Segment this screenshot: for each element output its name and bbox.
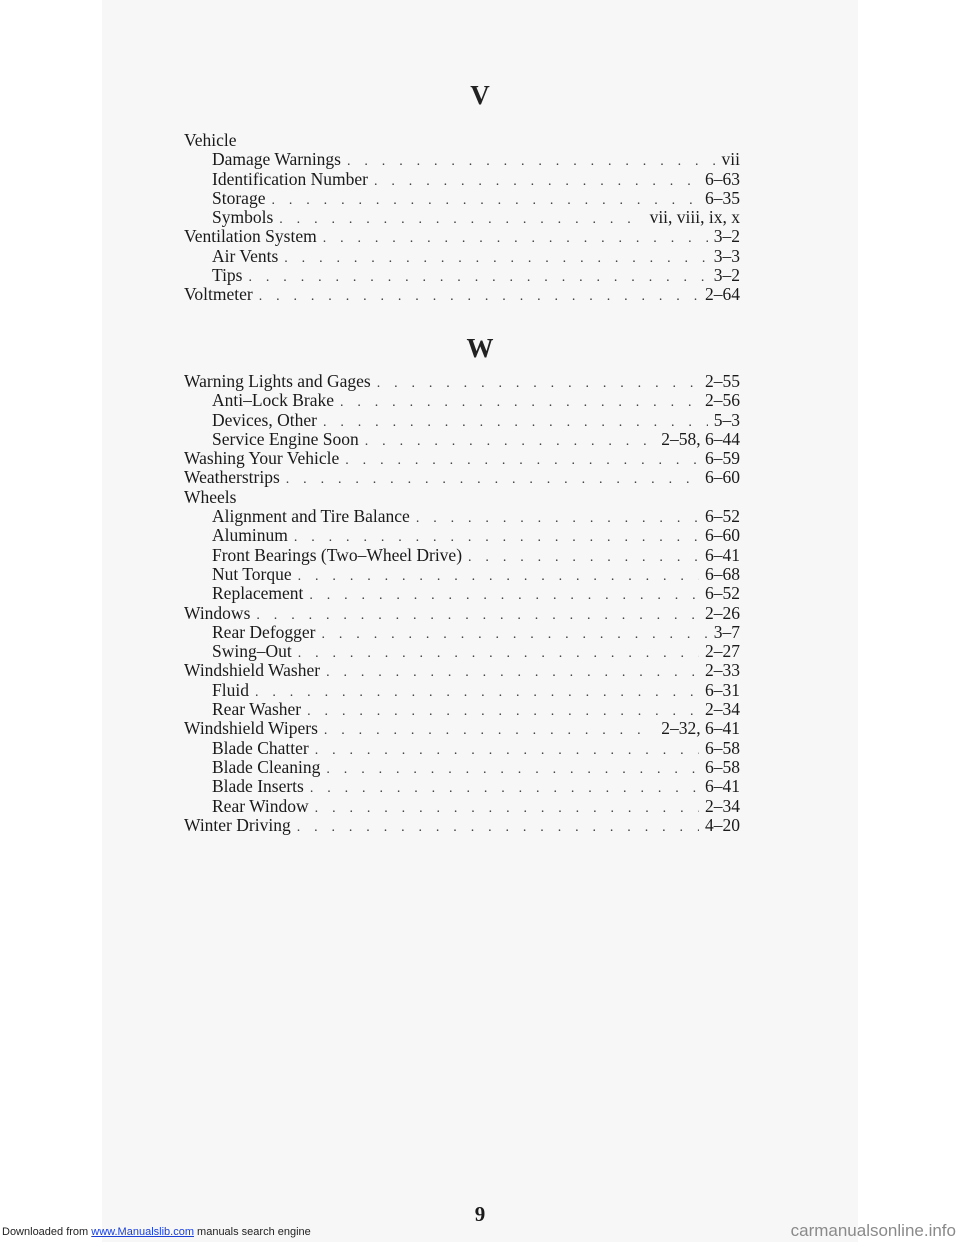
entry-pages: 2–32, 6–41 (661, 718, 740, 739)
entry-pages: 6–60 (705, 467, 740, 488)
index-list-v (184, 131, 740, 305)
dot-leader (298, 644, 699, 663)
entry-pages: 2–34 (705, 699, 740, 720)
dot-leader (249, 268, 708, 287)
dot-leader (256, 606, 699, 625)
entry-pages: 2–55 (705, 371, 740, 391)
index-entry (184, 150, 740, 169)
entry-pages: 5–3 (713, 409, 740, 430)
entry-label: Nut Torque (212, 563, 292, 584)
entry-pages: 2–64 (705, 284, 740, 305)
dot-leader (416, 509, 699, 528)
entry-pages: 6–52 (705, 583, 740, 604)
dot-leader (284, 249, 707, 268)
entry-label: Rear Washer (212, 699, 302, 720)
index-entry (184, 411, 740, 430)
index-entry (184, 468, 740, 487)
dot-leader (307, 702, 699, 721)
index-entry (184, 584, 740, 603)
index-entry (184, 681, 740, 700)
index-list-w (184, 372, 740, 835)
index-entry (184, 266, 740, 285)
entry-pages: 6–31 (705, 679, 740, 700)
index-entry (184, 227, 740, 246)
index-entry (184, 449, 740, 468)
entry-pages: 3–3 (713, 245, 740, 266)
index-entry (184, 131, 740, 150)
page-number: 9 (474, 1202, 486, 1226)
entry-label: Damage Warnings (212, 149, 341, 170)
entry-label: Ventilation System (184, 226, 317, 247)
entry-pages: 6–52 (705, 506, 740, 527)
entry-label: Vehicle (184, 130, 237, 150)
entry-pages: 2–27 (705, 641, 740, 662)
entry-pages: vii, viii, ix, x (649, 207, 740, 228)
entry-label: Fluid (212, 679, 249, 700)
entry-label: Washing Your Vehicle (184, 448, 340, 469)
entry-label: Tips (212, 265, 243, 286)
index-entry (184, 488, 740, 507)
index-entry (184, 816, 740, 835)
entry-pages: 3–2 (713, 226, 740, 247)
dot-leader (468, 548, 699, 567)
dot-leader (298, 567, 699, 586)
manual-page (102, 0, 858, 1242)
index-entry (184, 546, 740, 565)
index-entry (184, 623, 740, 642)
index-entry (184, 247, 740, 266)
dot-leader (286, 470, 699, 489)
entry-label: Alignment and Tire Balance (212, 506, 410, 527)
index-entry (184, 565, 740, 584)
index-entry (184, 604, 740, 623)
dot-leader (315, 799, 699, 818)
index-entry (184, 507, 740, 526)
entry-label: Windshield Wipers (184, 718, 318, 739)
entry-pages: 6–68 (705, 563, 740, 584)
entry-label: Identification Number (212, 168, 368, 189)
dot-leader (322, 625, 708, 644)
dot-leader (279, 210, 643, 229)
entry-label: Winter Driving (184, 814, 291, 835)
index-entry (184, 285, 740, 304)
entry-pages: 6–58 (705, 756, 740, 777)
entry-label: Windows (184, 602, 251, 623)
index-entry (184, 391, 740, 410)
entry-label: Wheels (184, 486, 237, 507)
index-entry (184, 719, 740, 738)
dot-leader (347, 152, 716, 171)
entry-pages: 6–41 (705, 544, 740, 565)
index-entry (184, 372, 740, 391)
entry-pages: 6–41 (705, 776, 740, 797)
index-entry (184, 189, 740, 208)
entry-pages: 3–2 (713, 265, 740, 286)
index-entry (184, 661, 740, 680)
dot-leader (326, 760, 699, 779)
entry-pages: 6–60 (705, 525, 740, 546)
footer-suffix: manuals search engine (193, 1226, 311, 1238)
index-entry (184, 170, 740, 189)
entry-label: Devices, Other (212, 409, 317, 430)
entry-label: Blade Chatter (212, 737, 309, 758)
entry-label: Blade Inserts (212, 776, 304, 797)
dot-leader (297, 818, 699, 837)
dot-leader (326, 663, 699, 682)
entry-pages: 4–20 (705, 814, 740, 835)
index-entry (184, 526, 740, 545)
index-entry (184, 208, 740, 227)
download-footer (2, 1226, 311, 1238)
index-entry (184, 797, 740, 816)
entry-label: Aluminum (212, 525, 288, 546)
dot-leader (315, 741, 699, 760)
dot-leader (345, 451, 699, 470)
entry-label: Symbols (212, 207, 274, 228)
entry-pages: 2–58, 6–44 (661, 428, 740, 449)
entry-label: Front Bearings (Two–Wheel Drive) (212, 544, 463, 565)
section-letter-w: W (466, 333, 494, 363)
entry-label: Anti–Lock Brake (212, 390, 334, 411)
entry-pages: 2–26 (705, 602, 740, 623)
section-letter-v: V (470, 80, 490, 110)
dot-leader (377, 374, 699, 393)
dot-leader (271, 191, 699, 210)
entry-label: Storage (212, 187, 266, 208)
entry-pages: 6–59 (705, 448, 740, 469)
entry-label: Blade Cleaning (212, 756, 321, 777)
dot-leader (259, 287, 699, 306)
entry-pages: 6–63 (705, 168, 740, 189)
entry-label: Swing–Out (212, 641, 292, 662)
index-entry (184, 700, 740, 719)
dot-leader (340, 393, 699, 412)
index-entry (184, 739, 740, 758)
entry-pages: 2–33 (705, 660, 740, 681)
dot-leader (255, 683, 699, 702)
entry-label: Voltmeter (184, 284, 253, 305)
dot-leader (374, 172, 699, 191)
index-entry (184, 642, 740, 661)
dot-leader (365, 432, 655, 451)
dot-leader (324, 721, 655, 740)
entry-label: Weatherstrips (184, 467, 280, 488)
entry-label: Service Engine Soon (212, 428, 359, 449)
index-entry (184, 777, 740, 796)
index-entry (184, 758, 740, 777)
manualslib-link[interactable]: www.Manualslib.com (91, 1226, 194, 1238)
entry-pages: 6–35 (705, 187, 740, 208)
entry-label: Rear Window (212, 795, 309, 816)
entry-label: Replacement (212, 583, 304, 604)
dot-leader (323, 413, 708, 432)
entry-label: Windshield Washer (184, 660, 321, 681)
entry-label: Warning Lights and Gages (184, 371, 371, 391)
dot-leader (323, 229, 708, 248)
entry-label: Rear Defogger (212, 621, 316, 642)
entry-label: Air Vents (212, 245, 279, 266)
footer-prefix: Downloaded from (2, 1226, 92, 1238)
entry-pages: 2–56 (705, 390, 740, 411)
index-entry (184, 430, 740, 449)
entry-pages: 6–58 (705, 737, 740, 758)
entry-pages: 2–34 (705, 795, 740, 816)
dot-leader (309, 586, 699, 605)
watermark-text: carmanualsonline.info (790, 1221, 956, 1240)
dot-leader (310, 779, 699, 798)
entry-pages: 3–7 (713, 621, 740, 642)
entry-pages: vii (721, 149, 740, 170)
